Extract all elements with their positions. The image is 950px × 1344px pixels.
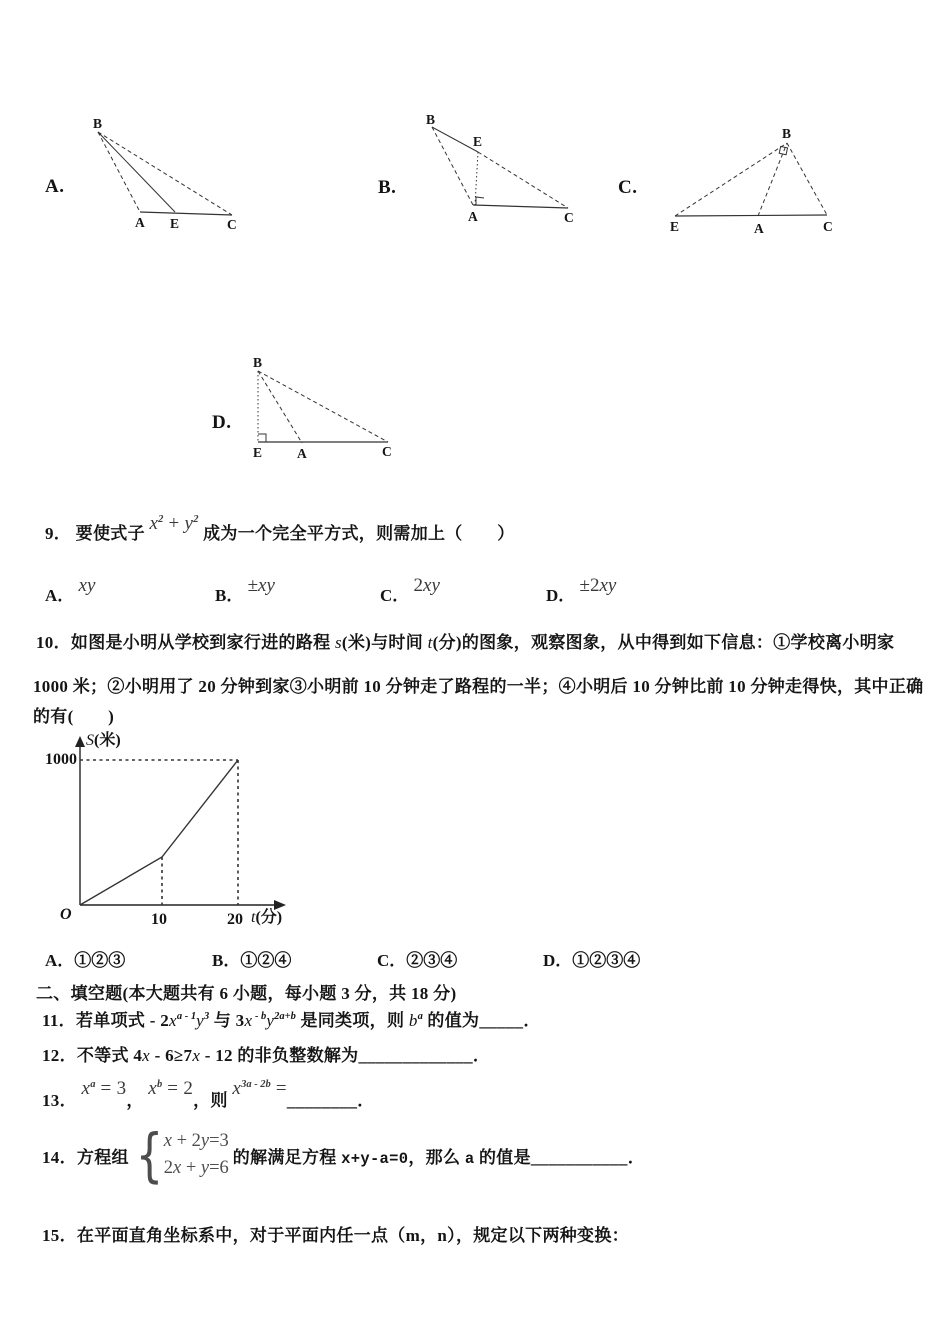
question-13-number: 13． <box>42 1091 77 1110</box>
figure-a-triangle <box>83 116 253 236</box>
q10-option-c-value: ②③④ <box>406 951 458 970</box>
q10-option-a-label: A． <box>45 951 75 970</box>
q9-option-b <box>215 575 275 607</box>
question-9-formula: $x^2 + y^2$ <box>149 513 199 534</box>
graph-axes <box>44 731 354 936</box>
question-10-line2: 1000 米；②小明用了 20 分钟到家③小明前 10 分钟走了路程的一半；④小明后 10 分钟比前 10 分钟走得快，其中正确 <box>33 677 924 696</box>
question-13-sep1: ， <box>126 1091 144 1110</box>
figure-c-drawing <box>658 126 848 244</box>
q9-option-c-label: C． <box>380 586 410 605</box>
q9-option-d-math: ±2xy <box>579 575 617 596</box>
q10-option-a <box>45 946 125 971</box>
question-13 <box>42 1078 375 1112</box>
graph-y-tick-1000: 1000 <box>45 751 77 768</box>
vertex-label: B <box>782 126 792 141</box>
question-13-sep2: ，则 <box>193 1091 228 1110</box>
vertex-label: B <box>253 355 263 370</box>
vertex-label: E <box>170 216 180 231</box>
question-9-pre: 要使式子 <box>75 524 145 543</box>
question-15 <box>42 1221 629 1246</box>
q9-option-c-math: 2xy <box>413 575 440 596</box>
q9-option-a <box>45 575 96 607</box>
question-11-number: 11． <box>42 1011 76 1030</box>
q10-option-d-label: D． <box>543 951 573 970</box>
figure-b-triangle <box>418 110 593 235</box>
vertex-label: B <box>426 112 436 127</box>
q9-option-b-label: B． <box>215 586 244 605</box>
question-9 <box>45 513 515 545</box>
question-10-line3: 的有( ) <box>33 707 115 726</box>
distance-time-graph <box>44 731 354 936</box>
vertex-label: B <box>93 116 103 131</box>
vertex-label: A <box>297 446 307 461</box>
question-11-text: 若单项式 - $2x^{a - 1}y^3$ 与 3x $^{- b}y^{2a+b}$ 是同类项，则 $b^a$ 的值为_____． <box>75 1011 541 1030</box>
figure-b-label: B. <box>378 177 397 198</box>
q9-option-c <box>380 575 440 607</box>
equation-2: 2x + y=6 <box>163 1158 229 1178</box>
graph-x-tick-10: 10 <box>151 911 167 928</box>
q10-option-d-value: ①②③④ <box>572 951 641 970</box>
q9-option-a-math: xy <box>78 575 96 596</box>
graph-x-axis-label: t(分) <box>251 909 283 926</box>
graph-y-axis-label: S(米) <box>86 732 121 749</box>
q9-option-d <box>546 575 617 607</box>
graph-x-tick-20: 20 <box>227 911 243 928</box>
question-15-text: 在平面直角坐标系中，对于平面内任一点（m，n），规定以下两种变换： <box>76 1226 629 1245</box>
q9-option-a-label: A． <box>45 586 75 605</box>
question-12-number: 12． <box>42 1046 77 1065</box>
question-13-formula-2: $x^b = 2$ <box>148 1078 194 1099</box>
question-13-formula-3: $x^{3a - 2b}$ = <box>232 1078 287 1099</box>
question-13-blank: ________ <box>286 1091 358 1110</box>
question-12-text: 不等式 4x - 6≥7x - 12 的非负整数解为_____________． <box>76 1046 491 1065</box>
question-14-pre: 方程组 <box>76 1147 129 1167</box>
vertex-label: E <box>473 134 483 149</box>
vertex-label: E <box>253 445 263 460</box>
question-14-post: 的解满足方程 x+y-a=0，那么 a 的值是___________． <box>232 1147 645 1168</box>
figure-a-label: A. <box>45 176 65 197</box>
question-9-number: 9． <box>45 524 72 543</box>
q10-option-b-value: ①②④ <box>240 951 292 970</box>
question-13-formula-1: $x^a = 3$ <box>81 1078 127 1099</box>
section-2-header: 二、填空题(本大题共有 6 小题，每小题 3 分，共 18 分) <box>36 984 457 1003</box>
figure-d-label: D. <box>212 412 232 433</box>
equation-system <box>164 1128 229 1182</box>
q9-option-b-math: ±xy <box>247 575 275 596</box>
question-14-number: 14． <box>42 1147 77 1167</box>
q10-option-a-value: ①②③ <box>74 951 126 970</box>
q9-option-d-label: D． <box>546 586 576 605</box>
vertex-label: A <box>754 221 764 236</box>
vertex-label: C <box>823 219 833 234</box>
figure-c-label: C. <box>618 177 638 198</box>
question-9-post: 成为一个完全平方式，则需加上（ ） <box>203 524 515 543</box>
question-13-end: ． <box>357 1091 375 1110</box>
question-15-number: 15． <box>42 1226 77 1245</box>
vertex-label: A <box>135 215 145 230</box>
question-10-line1: 10．如图是小明从学校到家行进的路程 s(米)与时间 t(分)的图象，观察图象，从中得到如下信息：①学校离小明家 <box>36 633 895 652</box>
system-brace: { <box>135 1121 164 1189</box>
vertex-label: E <box>670 219 680 234</box>
vertex-label: C <box>382 444 392 459</box>
figure-d-triangle <box>243 356 403 468</box>
figure-c-triangle <box>658 126 848 244</box>
q10-option-c <box>377 946 457 971</box>
q10-option-b-label: B． <box>212 951 241 970</box>
question-11 <box>42 1006 541 1031</box>
figure-d-drawing <box>243 356 403 468</box>
vertex-label: A <box>468 209 478 224</box>
q10-option-b <box>212 946 291 971</box>
question-12 <box>42 1041 490 1066</box>
graph-origin-label: O <box>60 906 72 923</box>
question-14 <box>42 1121 645 1189</box>
vertex-label: C <box>227 217 237 232</box>
q10-option-d <box>543 946 640 971</box>
equation-1: x + 2y=3 <box>163 1131 229 1151</box>
q10-option-c-label: C． <box>377 951 407 970</box>
vertex-label: C <box>564 210 574 225</box>
